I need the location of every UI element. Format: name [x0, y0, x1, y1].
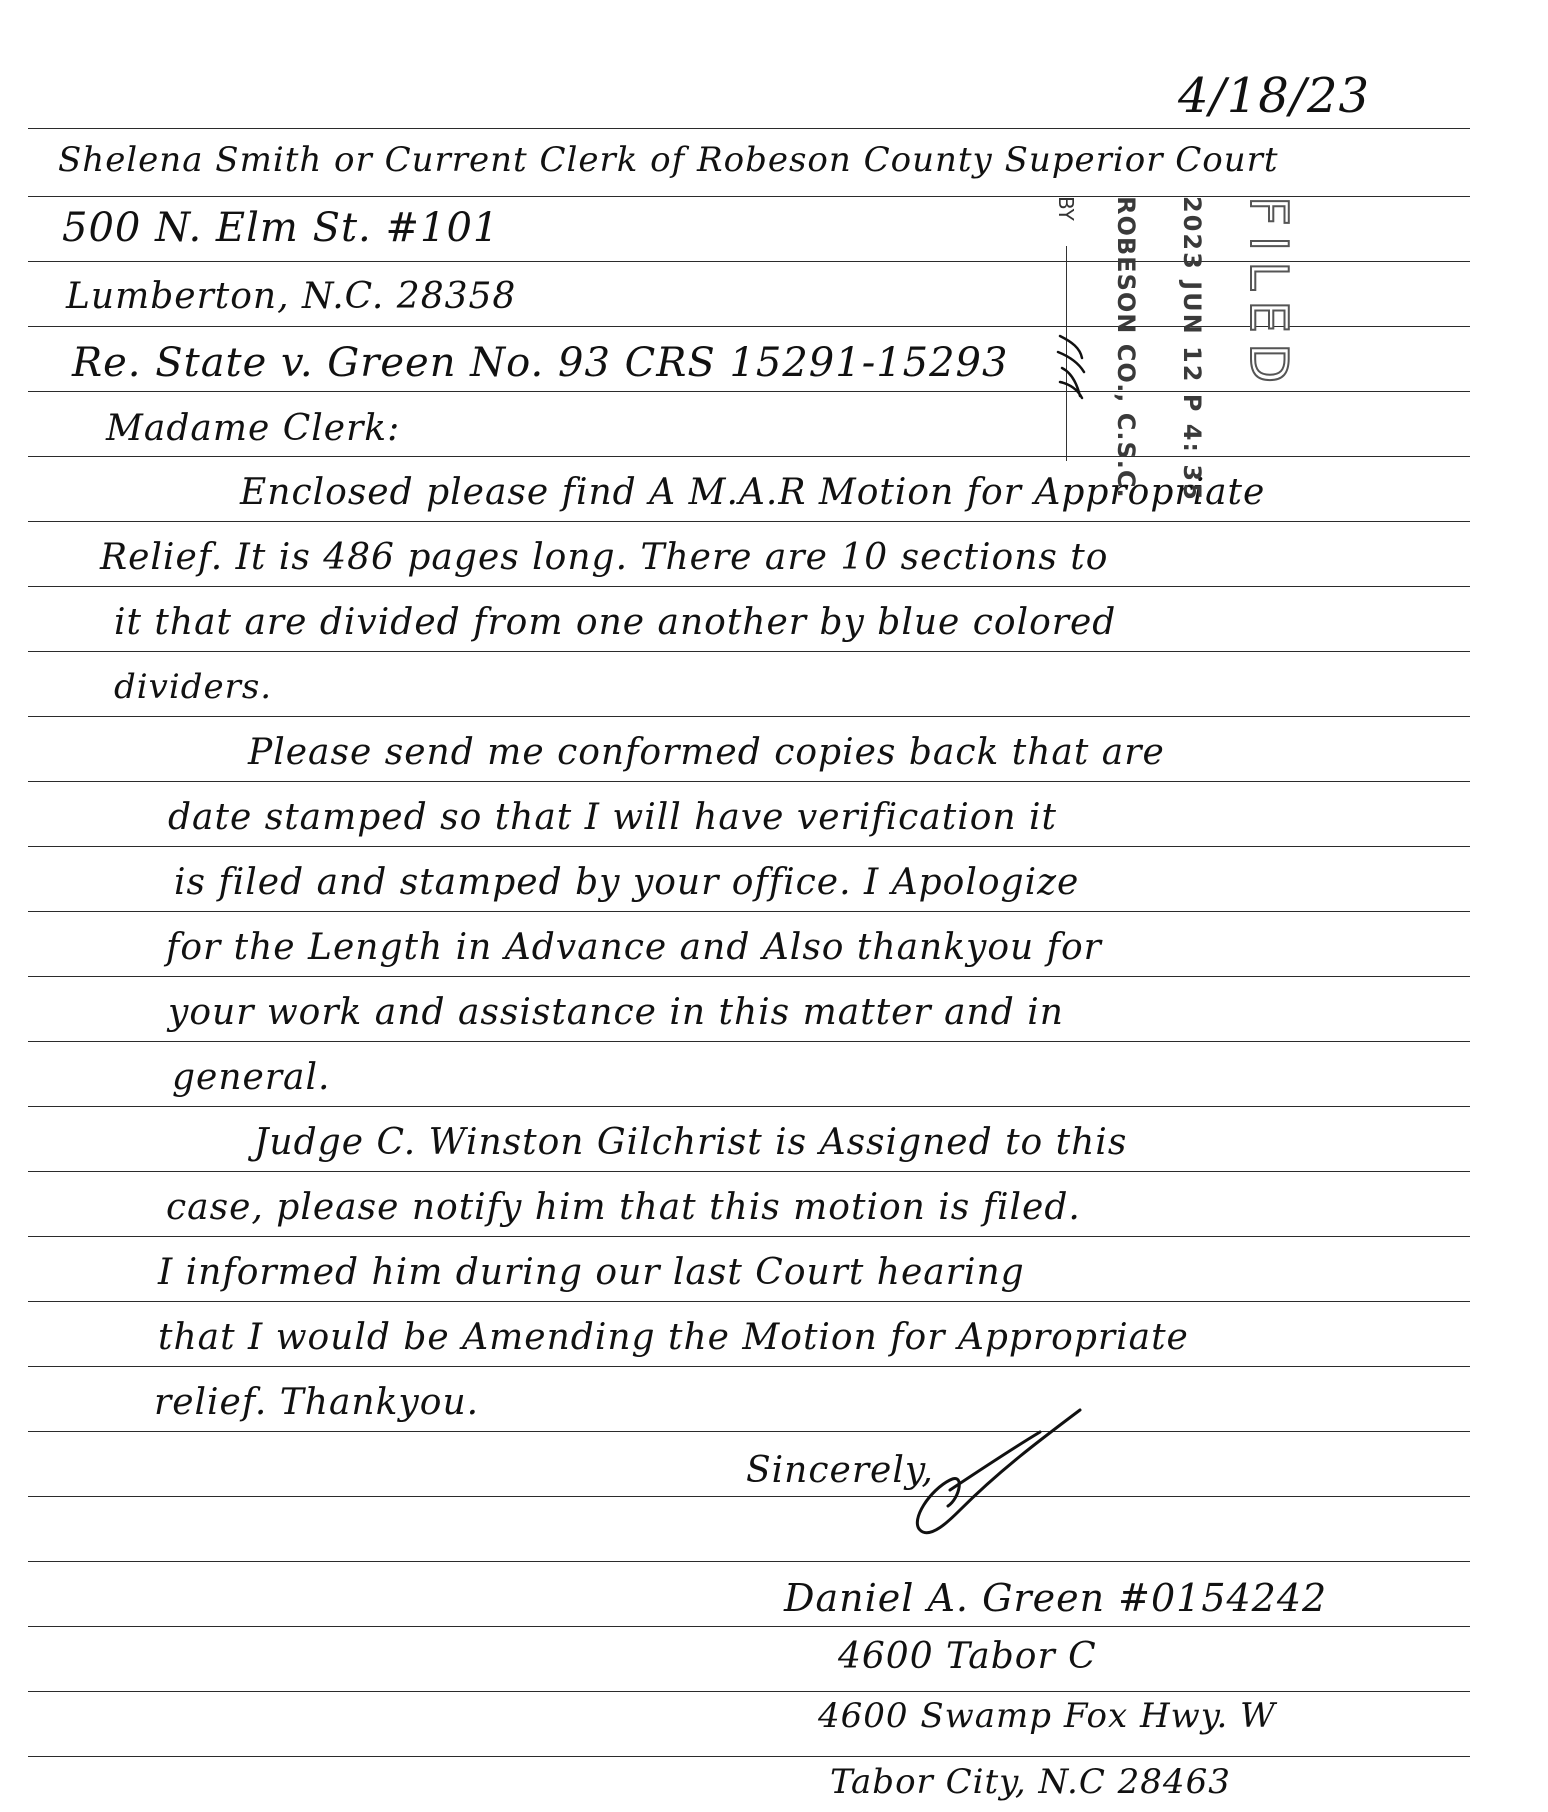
- sender-name: Daniel A. Green #0154242: [784, 1576, 1328, 1620]
- recipient-line-3: Lumberton, N.C. 28358: [66, 276, 517, 317]
- ruled-line: [28, 781, 1470, 782]
- ruled-line: [28, 1756, 1470, 1757]
- ruled-line: [28, 1041, 1470, 1042]
- ruled-line: [28, 586, 1470, 587]
- ruled-line: [28, 716, 1470, 717]
- sender-line-3: 4600 Swamp Fox Hwy. W: [818, 1696, 1277, 1736]
- ruled-line: [28, 1496, 1470, 1497]
- letter-date: 4/18/23: [1178, 68, 1371, 124]
- ruled-line: [28, 911, 1470, 912]
- body-line: case, please notify him that this motion is filed.: [166, 1187, 1081, 1228]
- ruled-line: [28, 521, 1470, 522]
- ruled-line: [28, 1626, 1470, 1627]
- ruled-line: [28, 846, 1470, 847]
- recipient-line-2: 500 N. Elm St. #101: [62, 205, 500, 251]
- ruled-line: [28, 651, 1470, 652]
- re-line: Re. State v. Green No. 93 CRS 15291-15293: [72, 340, 1009, 386]
- recipient-line-1: Shelena Smith or Current Clerk of Robeson County Superior Court: [58, 140, 1279, 180]
- ruled-line: [28, 1366, 1470, 1367]
- body-line: it that are divided from one another by blue colored: [114, 602, 1117, 643]
- body-line: Judge C. Winston Gilchrist is Assigned to this: [254, 1122, 1128, 1163]
- filed-stamp: [1040, 196, 1298, 502]
- salutation: Madame Clerk:: [106, 408, 401, 449]
- ruled-line: [28, 976, 1470, 977]
- body-line: I informed him during our last Court hearing: [158, 1252, 1025, 1293]
- stamp-by-line: [1054, 196, 1080, 466]
- ruled-line: [28, 1236, 1470, 1237]
- body-line: Please send me conformed copies back that are: [248, 732, 1165, 773]
- stamp-office: ROBESON CO., C.S.C.: [1112, 196, 1140, 499]
- ruled-line: [28, 1561, 1470, 1562]
- sender-line-4: Tabor City, N.C 28463: [830, 1762, 1231, 1802]
- body-line: that I would be Amending the Motion for Appropriate: [158, 1317, 1189, 1358]
- signature: [890, 1380, 1090, 1540]
- ruled-line: [28, 1106, 1470, 1107]
- body-line: Relief. It is 486 pages long. There are 10 sections to: [100, 537, 1109, 578]
- body-line: date stamped so that I will have verification it: [168, 797, 1058, 838]
- sender-line-2: 4600 Tabor C: [838, 1636, 1097, 1677]
- body-line: relief. Thankyou.: [154, 1382, 480, 1423]
- ruled-line: [28, 128, 1470, 129]
- stamp-title: FILED: [1238, 196, 1298, 394]
- body-line: your work and assistance in this matter and in: [168, 992, 1064, 1033]
- body-line: for the Length in Advance and Also thankyou for: [166, 927, 1102, 968]
- stamp-datetime: 2023 JUN 12 P 4: 35: [1178, 196, 1206, 502]
- stamp-by-label: BY: [1054, 196, 1078, 221]
- body-line: Enclosed please find A M.A.R Motion for Appropriate: [240, 472, 1266, 513]
- closing: Sincerely,: [746, 1450, 934, 1491]
- clerk-initials: [1052, 332, 1092, 402]
- body-line: is filed and stamped by your office. I Apologize: [174, 862, 1080, 903]
- body-line: general.: [172, 1057, 331, 1098]
- ruled-line: [28, 1691, 1470, 1692]
- ruled-line: [28, 1301, 1470, 1302]
- ruled-line: [28, 1171, 1470, 1172]
- ruled-line: [28, 1431, 1470, 1432]
- body-line: dividers.: [114, 667, 273, 707]
